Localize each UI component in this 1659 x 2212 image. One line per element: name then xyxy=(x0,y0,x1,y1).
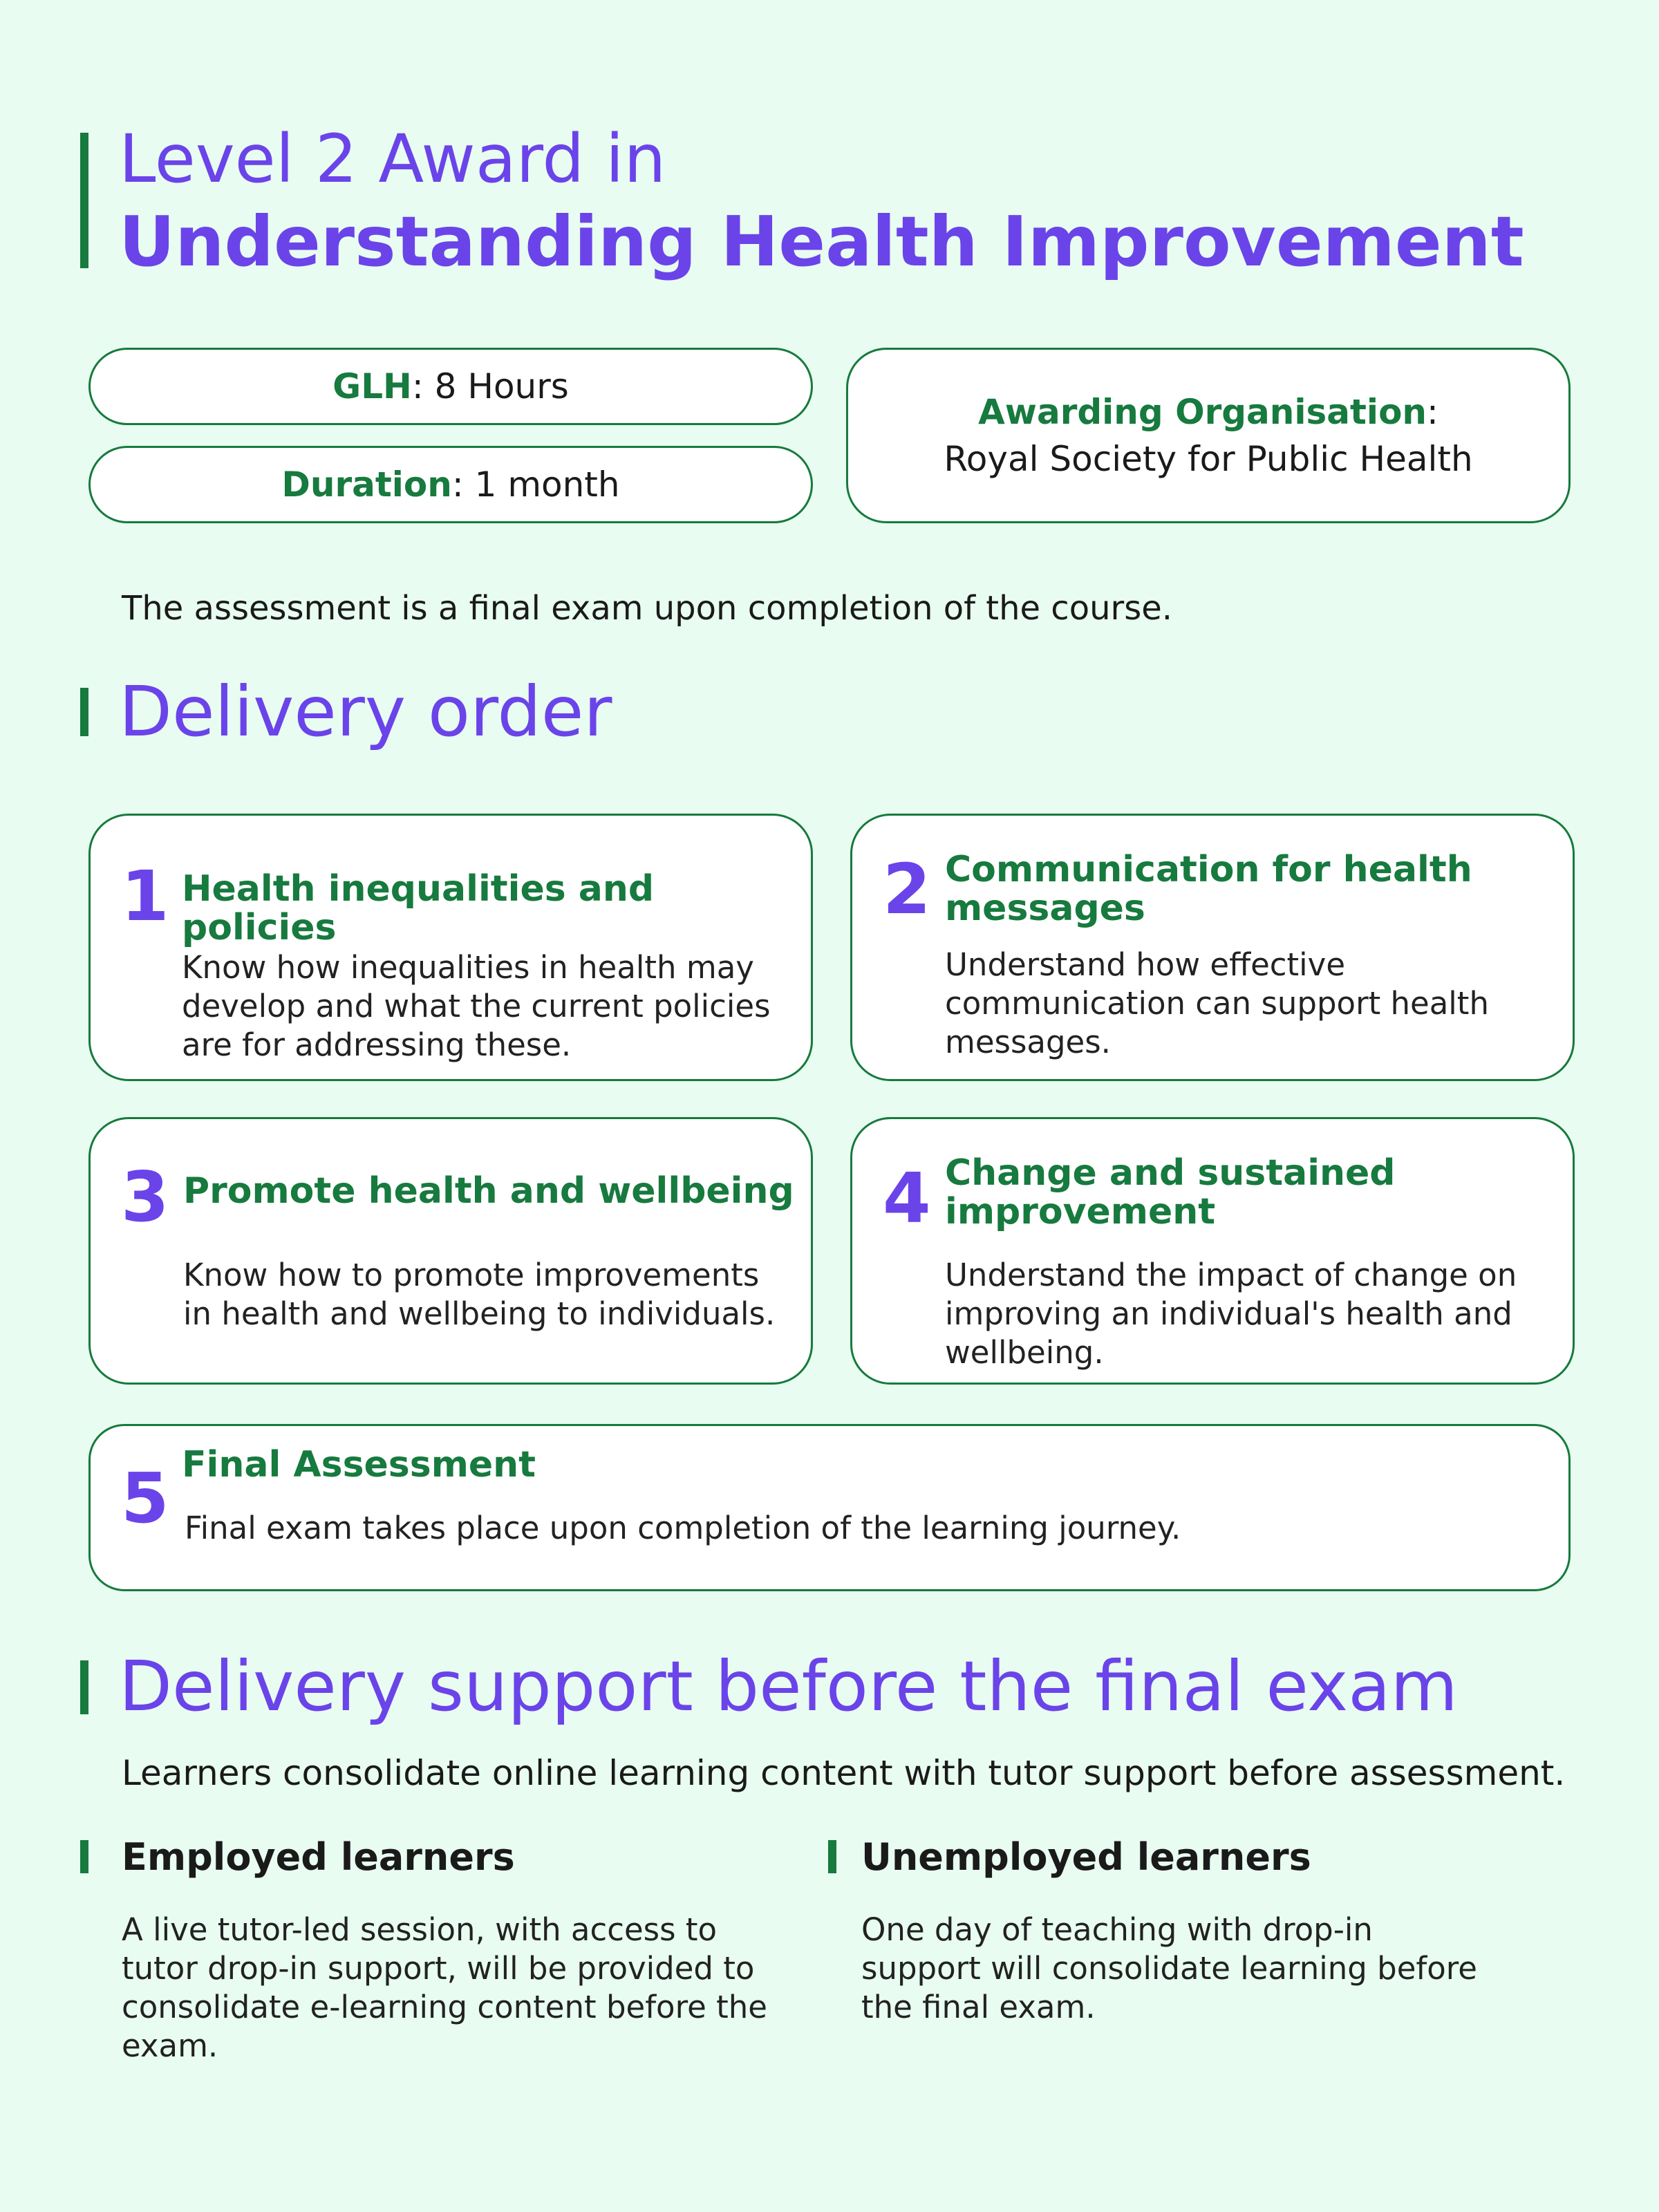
awarding-value: Royal Society for Public Health xyxy=(944,439,1473,479)
step-number: 5 xyxy=(121,1458,169,1539)
step-card-5 xyxy=(88,1424,1571,1591)
step-title: Communication for health messages xyxy=(945,849,1472,929)
glh-value: : 8 Hours xyxy=(411,366,569,406)
step-card-1 xyxy=(88,814,813,1081)
delivery-support-lead: Learners consolidate online learning content with tutor support before assessment. xyxy=(122,1753,1566,1793)
step-title: Final Assessment xyxy=(182,1444,536,1485)
step-description: Understand how effective communication can support health messages. xyxy=(945,946,1489,1060)
step-number: 4 xyxy=(883,1158,931,1239)
page-title-line1: Level 2 Award in xyxy=(119,120,666,198)
step-title: Change and sustained improvement xyxy=(945,1152,1396,1232)
step-number: 2 xyxy=(883,849,931,930)
page-title-line2: Understanding Health Improvement xyxy=(119,201,1524,282)
step-description: Know how inequalities in health may develop and what the current policies are for addressing these. xyxy=(182,949,771,1063)
step-card-3 xyxy=(88,1117,813,1385)
unemployed-learners-title: Unemployed learners xyxy=(861,1835,1311,1879)
step-title: Promote health and wellbeing xyxy=(183,1170,794,1212)
employed-learners-title: Employed learners xyxy=(122,1835,515,1879)
step-number: 3 xyxy=(121,1156,169,1237)
step-card-2 xyxy=(850,814,1575,1081)
step-description: Final exam takes place upon completion of the learning journey. xyxy=(185,1510,1181,1546)
step-description: Understand the impact of change on improving an individual's health and wellbeing. xyxy=(945,1257,1517,1371)
awarding-label: Awarding Organisation xyxy=(978,392,1427,432)
step-number: 1 xyxy=(121,856,169,937)
step-description: Know how to promote improvements in health and wellbeing to individuals. xyxy=(183,1257,776,1332)
glh-label: GLH xyxy=(332,366,412,406)
delivery-order-heading: Delivery order xyxy=(119,671,612,752)
employed-learners-description: A live tutor-led session, with access to tutor drop-in support, will be provided to consolidate e-learning content before the exam. xyxy=(122,1911,767,2064)
delivery-support-accent-bar xyxy=(80,1660,88,1714)
unemployed-learners-description: One day of teaching with drop-in support will consolidate learning before the final exam. xyxy=(861,1911,1477,2025)
step-card-4 xyxy=(850,1117,1575,1385)
unemployed-accent-bar xyxy=(828,1840,836,1873)
assessment-note: The assessment is a final exam upon completion of the course. xyxy=(122,589,1173,628)
awarding-organisation-pill xyxy=(846,348,1571,523)
duration-value: : 1 month xyxy=(451,465,620,505)
delivery-order-accent-bar xyxy=(80,688,88,736)
step-title: Health inequalities and policies xyxy=(182,868,655,948)
employed-accent-bar xyxy=(80,1840,88,1873)
duration-label: Duration xyxy=(281,465,452,505)
delivery-support-heading: Delivery support before the final exam xyxy=(119,1646,1458,1727)
awarding-colon: : xyxy=(1427,392,1438,432)
duration-pill xyxy=(88,446,813,523)
glh-pill xyxy=(88,348,813,425)
title-accent-bar xyxy=(80,133,88,268)
